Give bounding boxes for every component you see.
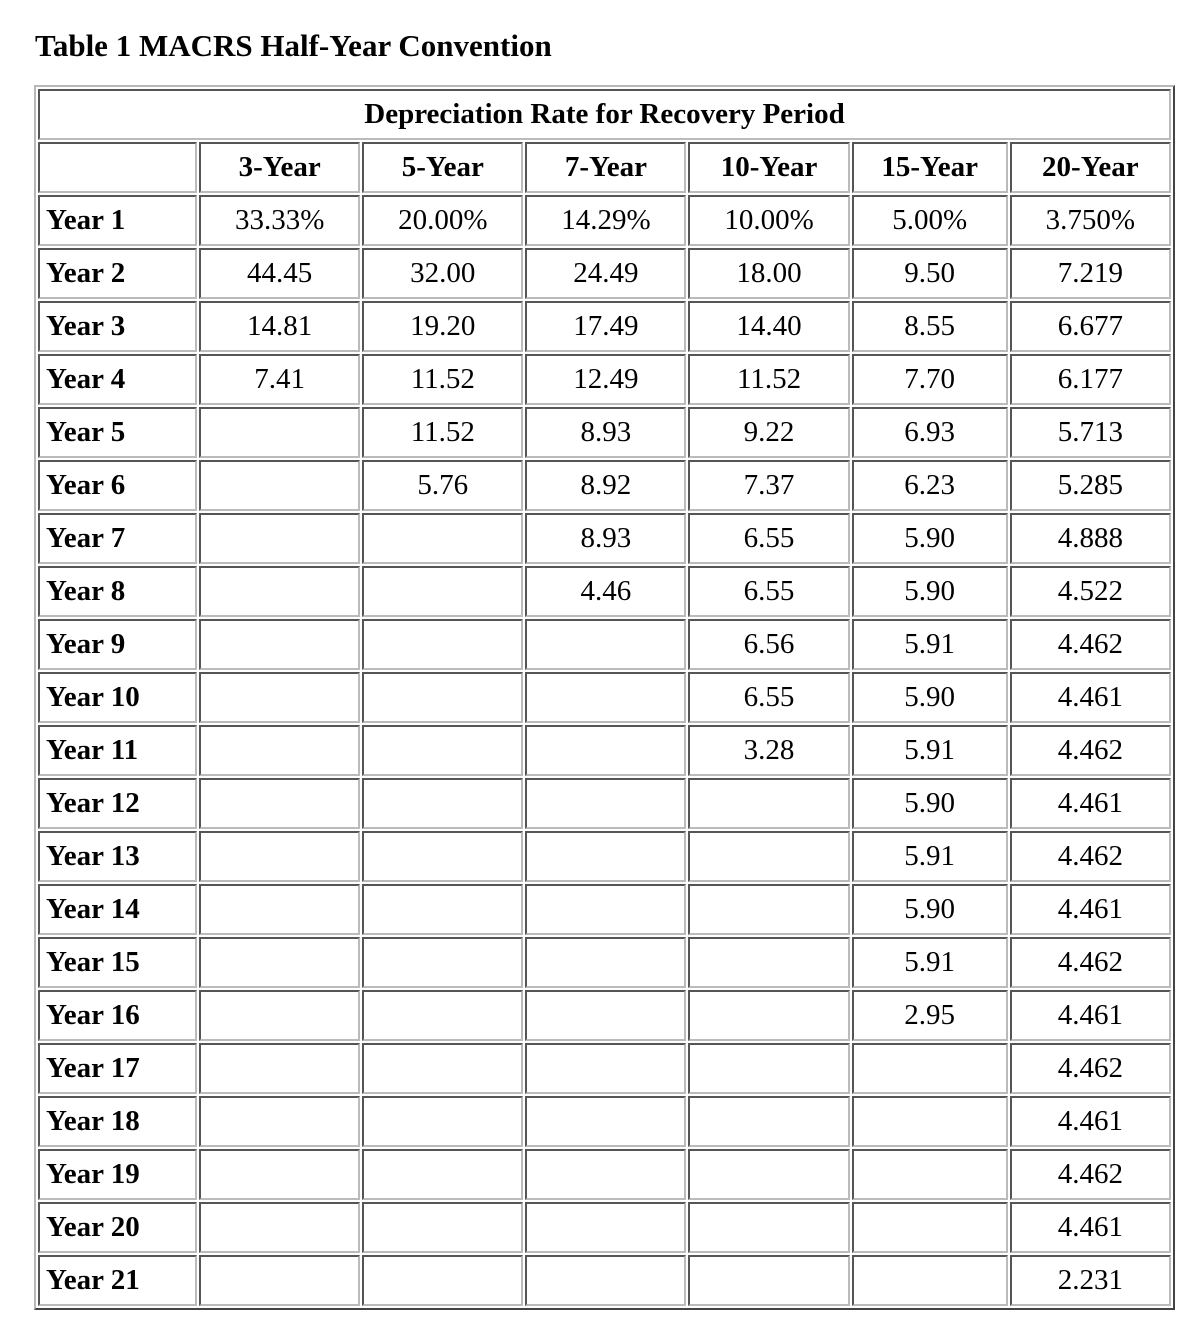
- rate-cell: [688, 1043, 849, 1094]
- rate-cell: 17.49: [525, 301, 686, 352]
- row-label: Year 5: [38, 407, 197, 458]
- rate-cell: [525, 1255, 686, 1306]
- rate-cell: [362, 619, 523, 670]
- rate-cell: [199, 990, 360, 1041]
- rate-cell: [362, 1255, 523, 1306]
- rate-cell: [852, 1202, 1008, 1253]
- rate-cell: [199, 1202, 360, 1253]
- rate-cell: 4.462: [1010, 1043, 1171, 1094]
- rate-cell: 12.49: [525, 354, 686, 405]
- rate-cell: 24.49: [525, 248, 686, 299]
- rate-cell: 4.461: [1010, 884, 1171, 935]
- rate-cell: [852, 1255, 1008, 1306]
- rate-cell: 4.461: [1010, 1202, 1171, 1253]
- rate-cell: [852, 1043, 1008, 1094]
- column-header: 7-Year: [525, 142, 686, 193]
- rate-cell: 5.00%: [852, 195, 1008, 246]
- rate-cell: 3.750%: [1010, 195, 1171, 246]
- rate-cell: 32.00: [362, 248, 523, 299]
- table-row: [38, 513, 1171, 564]
- rate-cell: 14.81: [199, 301, 360, 352]
- rate-cell: 7.219: [1010, 248, 1171, 299]
- column-header: 20-Year: [1010, 142, 1171, 193]
- row-label: Year 8: [38, 566, 197, 617]
- table-row: [38, 407, 1171, 458]
- rate-cell: [362, 1149, 523, 1200]
- rate-cell: 8.55: [852, 301, 1008, 352]
- table-row: [38, 831, 1171, 882]
- table-row: [38, 1043, 1171, 1094]
- row-label: Year 19: [38, 1149, 197, 1200]
- row-label: Year 3: [38, 301, 197, 352]
- rate-cell: 7.70: [852, 354, 1008, 405]
- row-label: Year 7: [38, 513, 197, 564]
- column-header-row: [38, 142, 1171, 193]
- rate-cell: [688, 1149, 849, 1200]
- rate-cell: 4.461: [1010, 1096, 1171, 1147]
- column-header: 15-Year: [852, 142, 1008, 193]
- row-label: Year 18: [38, 1096, 197, 1147]
- rate-cell: 8.93: [525, 513, 686, 564]
- rate-cell: [362, 937, 523, 988]
- table-row: [38, 1096, 1171, 1147]
- rate-cell: 4.462: [1010, 1149, 1171, 1200]
- rate-cell: 5.90: [852, 884, 1008, 935]
- row-label: Year 20: [38, 1202, 197, 1253]
- rate-cell: 5.91: [852, 937, 1008, 988]
- rate-cell: [688, 1202, 849, 1253]
- column-header: 3-Year: [199, 142, 360, 193]
- rate-cell: [362, 725, 523, 776]
- rate-cell: 4.461: [1010, 672, 1171, 723]
- rate-cell: 7.41: [199, 354, 360, 405]
- table-row: [38, 672, 1171, 723]
- table-row: [38, 354, 1171, 405]
- table-row: [38, 195, 1171, 246]
- rate-cell: [199, 1149, 360, 1200]
- rate-cell: 5.285: [1010, 460, 1171, 511]
- rate-cell: [525, 937, 686, 988]
- rate-cell: [525, 1043, 686, 1094]
- rate-cell: [525, 725, 686, 776]
- rate-cell: 9.22: [688, 407, 849, 458]
- rate-cell: [362, 1043, 523, 1094]
- rate-cell: [525, 831, 686, 882]
- table-row: [38, 778, 1171, 829]
- rate-cell: 5.76: [362, 460, 523, 511]
- row-label: Year 12: [38, 778, 197, 829]
- rate-cell: 8.93: [525, 407, 686, 458]
- rate-cell: 6.55: [688, 566, 849, 617]
- table-row: [38, 937, 1171, 988]
- rate-cell: 2.231: [1010, 1255, 1171, 1306]
- rate-cell: [852, 1149, 1008, 1200]
- rate-cell: 14.40: [688, 301, 849, 352]
- table-body: [38, 195, 1171, 1306]
- row-label: Year 6: [38, 460, 197, 511]
- rate-cell: [362, 831, 523, 882]
- rate-cell: [525, 1096, 686, 1147]
- table-row: [38, 1255, 1171, 1306]
- rate-cell: [525, 619, 686, 670]
- rate-cell: 7.37: [688, 460, 849, 511]
- rate-cell: [199, 778, 360, 829]
- rate-cell: 11.52: [688, 354, 849, 405]
- rate-cell: [688, 990, 849, 1041]
- rate-cell: [199, 937, 360, 988]
- rate-cell: [362, 778, 523, 829]
- rate-cell: 4.461: [1010, 990, 1171, 1041]
- rate-cell: 6.93: [852, 407, 1008, 458]
- rate-cell: 4.462: [1010, 937, 1171, 988]
- column-header: 10-Year: [688, 142, 849, 193]
- rate-cell: [199, 1255, 360, 1306]
- row-label: Year 21: [38, 1255, 197, 1306]
- rate-cell: [688, 831, 849, 882]
- rate-cell: 4.462: [1010, 831, 1171, 882]
- rate-cell: [199, 513, 360, 564]
- rate-cell: [199, 672, 360, 723]
- rate-cell: 14.29%: [525, 195, 686, 246]
- table-row: [38, 460, 1171, 511]
- rate-cell: 5.91: [852, 619, 1008, 670]
- rate-cell: [525, 884, 686, 935]
- table-title: Table 1 MACRS Half-Year Convention: [35, 28, 552, 63]
- rate-cell: 18.00: [688, 248, 849, 299]
- rate-cell: [362, 990, 523, 1041]
- rate-cell: [199, 619, 360, 670]
- rate-cell: [688, 1096, 849, 1147]
- rate-cell: 4.46: [525, 566, 686, 617]
- rate-cell: [525, 672, 686, 723]
- rate-cell: [199, 725, 360, 776]
- rate-cell: [199, 1043, 360, 1094]
- rate-cell: [199, 460, 360, 511]
- rate-cell: 2.95: [852, 990, 1008, 1041]
- rate-cell: 4.461: [1010, 778, 1171, 829]
- rate-cell: [525, 1202, 686, 1253]
- row-label: Year 17: [38, 1043, 197, 1094]
- row-label: Year 16: [38, 990, 197, 1041]
- rate-cell: [688, 884, 849, 935]
- table-row: [38, 884, 1171, 935]
- rate-cell: 11.52: [362, 407, 523, 458]
- rate-cell: 5.90: [852, 778, 1008, 829]
- table-row: [38, 1149, 1171, 1200]
- rate-cell: [362, 672, 523, 723]
- rate-cell: [852, 1096, 1008, 1147]
- corner-cell: [38, 142, 197, 193]
- macrs-table: [34, 85, 1175, 1310]
- rate-cell: [525, 778, 686, 829]
- rate-cell: [199, 884, 360, 935]
- rate-cell: 10.00%: [688, 195, 849, 246]
- row-label: Year 11: [38, 725, 197, 776]
- rate-cell: [199, 566, 360, 617]
- table-row: [38, 248, 1171, 299]
- row-label: Year 14: [38, 884, 197, 935]
- rate-cell: 5.91: [852, 725, 1008, 776]
- rate-cell: 4.462: [1010, 619, 1171, 670]
- row-label: Year 15: [38, 937, 197, 988]
- rate-cell: 6.177: [1010, 354, 1171, 405]
- rate-cell: 6.55: [688, 513, 849, 564]
- group-header-row: [38, 89, 1171, 140]
- column-header: 5-Year: [362, 142, 523, 193]
- rate-cell: 5.91: [852, 831, 1008, 882]
- rate-cell: 33.33%: [199, 195, 360, 246]
- rate-cell: 8.92: [525, 460, 686, 511]
- rate-cell: [525, 1149, 686, 1200]
- rate-cell: 5.90: [852, 566, 1008, 617]
- rate-cell: [525, 990, 686, 1041]
- rate-cell: 3.28: [688, 725, 849, 776]
- table-row: [38, 619, 1171, 670]
- rate-cell: [199, 407, 360, 458]
- rate-cell: [199, 1096, 360, 1147]
- rate-cell: 5.90: [852, 513, 1008, 564]
- rate-cell: 20.00%: [362, 195, 523, 246]
- rate-cell: 6.23: [852, 460, 1008, 511]
- rate-cell: 4.462: [1010, 725, 1171, 776]
- rate-cell: 5.713: [1010, 407, 1171, 458]
- rate-cell: [362, 1096, 523, 1147]
- row-label: Year 4: [38, 354, 197, 405]
- group-header: Depreciation Rate for Recovery Period: [38, 89, 1171, 140]
- rate-cell: 11.52: [362, 354, 523, 405]
- rate-cell: [688, 1255, 849, 1306]
- rate-cell: [362, 884, 523, 935]
- row-label: Year 10: [38, 672, 197, 723]
- rate-cell: 4.522: [1010, 566, 1171, 617]
- rate-cell: [688, 778, 849, 829]
- table-row: [38, 725, 1171, 776]
- rate-cell: 6.56: [688, 619, 849, 670]
- table-row: [38, 566, 1171, 617]
- rate-cell: 44.45: [199, 248, 360, 299]
- row-label: Year 9: [38, 619, 197, 670]
- rate-cell: 9.50: [852, 248, 1008, 299]
- table-row: [38, 301, 1171, 352]
- rate-cell: [362, 566, 523, 617]
- row-label: Year 2: [38, 248, 197, 299]
- row-label: Year 1: [38, 195, 197, 246]
- rate-cell: [688, 937, 849, 988]
- rate-cell: [362, 513, 523, 564]
- rate-cell: 19.20: [362, 301, 523, 352]
- rate-cell: 6.677: [1010, 301, 1171, 352]
- row-label: Year 13: [38, 831, 197, 882]
- rate-cell: 5.90: [852, 672, 1008, 723]
- rate-cell: 4.888: [1010, 513, 1171, 564]
- rate-cell: 6.55: [688, 672, 849, 723]
- rate-cell: [199, 831, 360, 882]
- table-row: [38, 1202, 1171, 1253]
- table-row: [38, 990, 1171, 1041]
- rate-cell: [362, 1202, 523, 1253]
